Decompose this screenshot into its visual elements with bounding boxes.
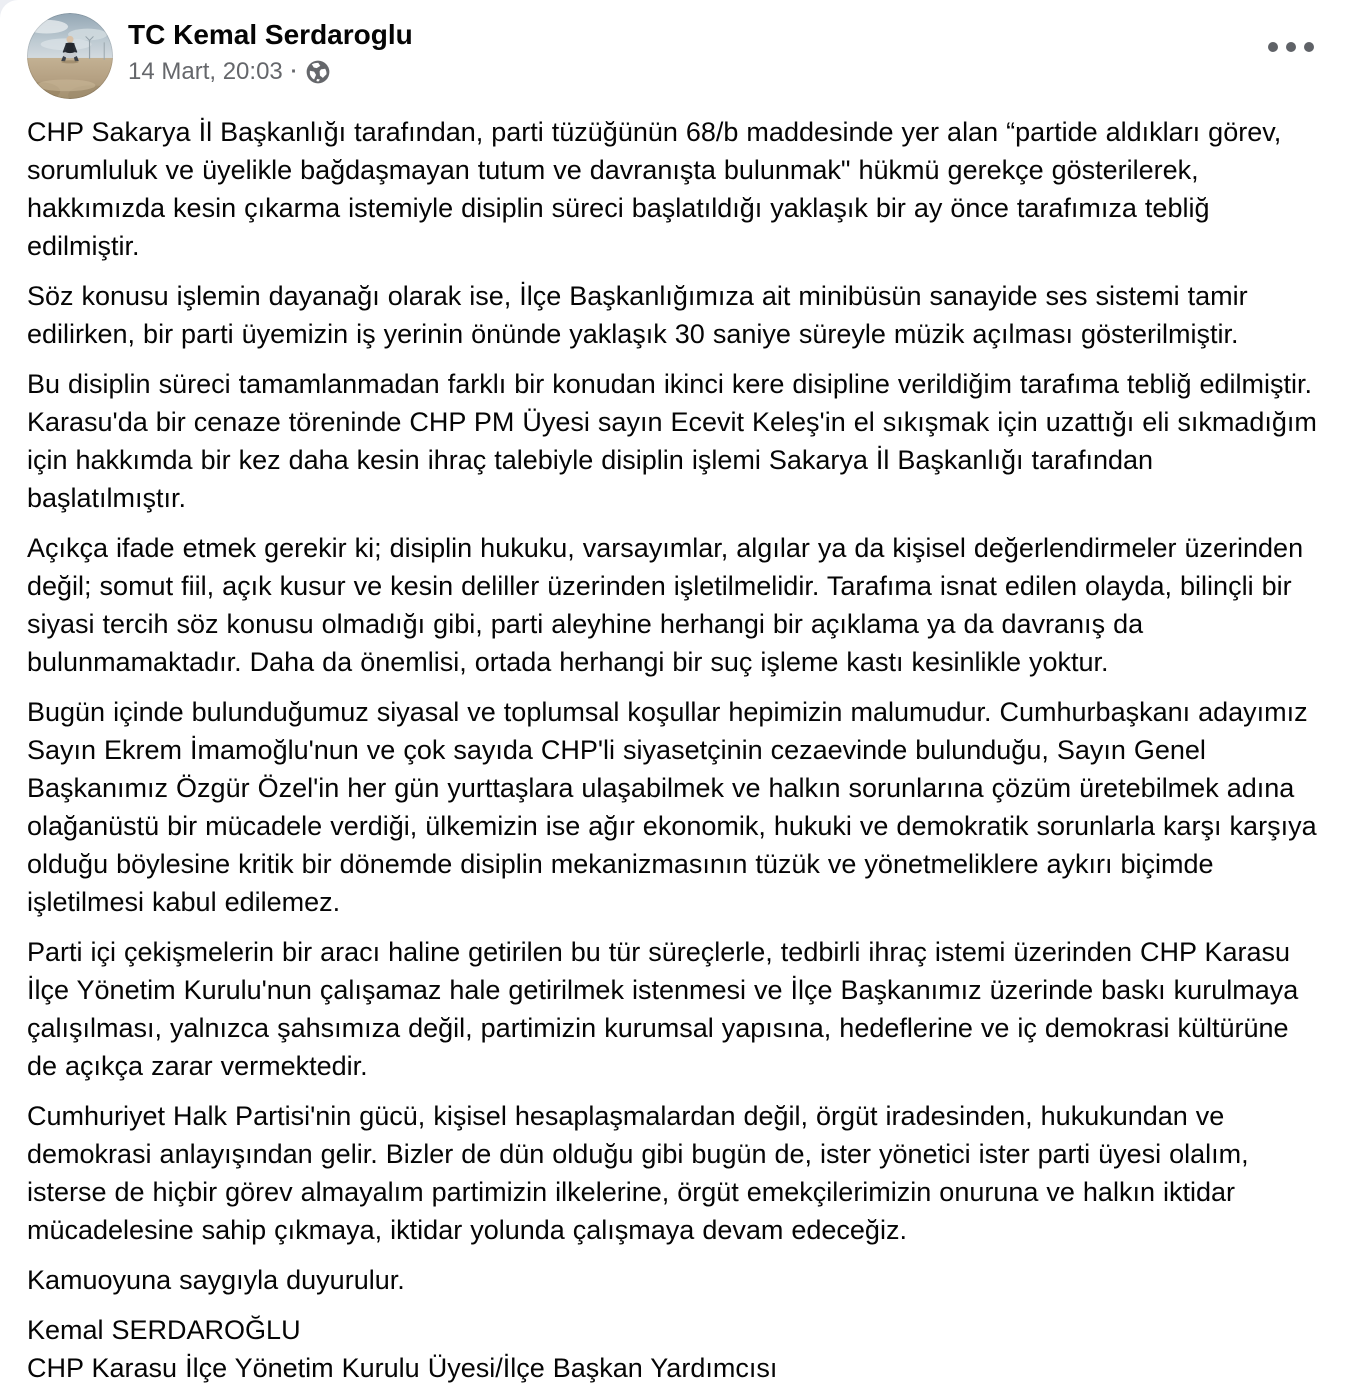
post-paragraph: Açıkça ifade etmek gerekir ki; disiplin hukuku, varsayımlar, algılar ya da kişisel değerlendirmeler üzerinden değil; somut fiil, açık kusur ve kesin deliller üzerinden işletilmelidir. Tarafıma isnat edilen olayda, bilinçli bir siyasi tercih söz konusu olmadığı gibi, parti aleyhine herhangi bir açıklama ya da davranış da bulunmamaktadır. Daha da önemlisi, ortada herhangi bir suç işleme kastı kesinlikle yoktur. (27, 533, 1304, 677)
post-paragraph: Kemal SERDAROĞLU CHP Karasu İlçe Yönetim Kurulu Üyesi/İlçe Başkan Yardımcısı (27, 1315, 778, 1383)
post-paragraph: CHP Sakarya İl Başkanlığı tarafından, parti tüzüğünün 68/b maddesinde yer alan “partide aldıkları görev, sorumluluk ve üyelikle bağdaşmayan tutum ve davranışta bulunmak" hükmü gerekçe gösterilerek, hakkımızda kesin çıkarma istemiyle disiplin süreci başlatıldığı yaklaşık bir ay önce tarafımıza tebliğ edilmiştir. (27, 117, 1282, 261)
author-name[interactable]: TC Kemal Serdaroglu (128, 19, 413, 50)
post-paragraph: Bu disiplin süreci tamamlanmadan farklı bir konudan ikinci kere disipline verildiğim tarafıma tebliğ edilmiştir. Karasu'da bir cenaze töreninde CHP PM Üyesi sayın Ecevit Keleş'in el sıkışmak için uzattığı eli sıkmadığım için hakkımda bir kez daha kesin ihraç talebiyle disiplin işlemi Sakarya İl Başkanlığı tarafından başlatılmıştır. (27, 369, 1317, 513)
post-menu-button[interactable] (1262, 36, 1320, 58)
meta-separator: · (290, 61, 298, 83)
post-paragraph: Parti içi çekişmelerin bir aracı haline getirilen bu tür süreçlerle, tedbirli ihraç istemi üzerinden CHP Karasu İlçe Yönetim Kurulu'nun çalışamaz hale getirilmek istenmesi ve İlçe Başkanımız üzerinde baskı kurulmaya çalışılması, yalnızca şahsımıza değil, partimizin kurumsal yapısına, hedeflerine ve iç demokrasi kültürüne de açıkça zarar vermektedir. (27, 937, 1299, 1081)
post-paragraph: Söz konusu işlemin dayanağı olarak ise, İlçe Başkanlığımıza ait minibüsün sanayide ses sistemi tamir edilirken, bir parti üyemizin iş yerinin önünde yaklaşık 30 saniye süreyle müzik açılması gösterilmiştir. (27, 281, 1248, 349)
post-paragraph: Kamuoyuna saygıyla duyurulur. (27, 1265, 405, 1295)
post-paragraph: Cumhuriyet Halk Partisi'nin gücü, kişisel hesaplaşmalardan değil, örgüt iradesinden, hukukundan ve demokrasi anlayışından gelir. Bizler de dün olduğu gibi bugün de, ister yönetici ister parti üyesi olalım, isterse de hiçbir görev almayalım partimizin ilkelerine, örgüt emekçilerimizin onuruna ve halkın iktidar mücadelesine sahip çıkmaya, iktidar yolunda çalışmaya devam edeceğiz. (27, 1101, 1249, 1245)
post-timestamp[interactable]: 14 Mart, 20:03 (128, 58, 283, 85)
globe-icon (305, 59, 331, 85)
avatar[interactable] (27, 13, 113, 99)
avatar-photo (27, 13, 113, 99)
post-meta (128, 57, 413, 87)
post-text (0, 99, 1350, 1388)
post-paragraph: Bugün içinde bulunduğumuz siyasal ve toplumsal koşullar hepimizin malumudur. Cumhurbaşkanı adayımız Sayın Ekrem İmamoğlu'nun ve çok sayıda CHP'li siyasetçinin cezaevinde bulunduğu, Sayın Genel Başkanımız Özgür Özel'in her gün yurttaşlara ulaşabilmek ve halkın sorunlarına çözüm üretebilmek adına olağanüstü bir mücadele verdiği, ülkemizin ise ağır ekonomik, hukuki ve demokratik sorunlarla karşı karşıya olduğu böylesine kritik bir dönemde disiplin mekanizmasının tüzük ve yönetmeliklere aykırı biçimde işletilmesi kabul edilemez. (27, 697, 1317, 917)
header-info (128, 13, 413, 87)
ellipsis-icon (1268, 42, 1314, 52)
post-header (0, 0, 1350, 99)
